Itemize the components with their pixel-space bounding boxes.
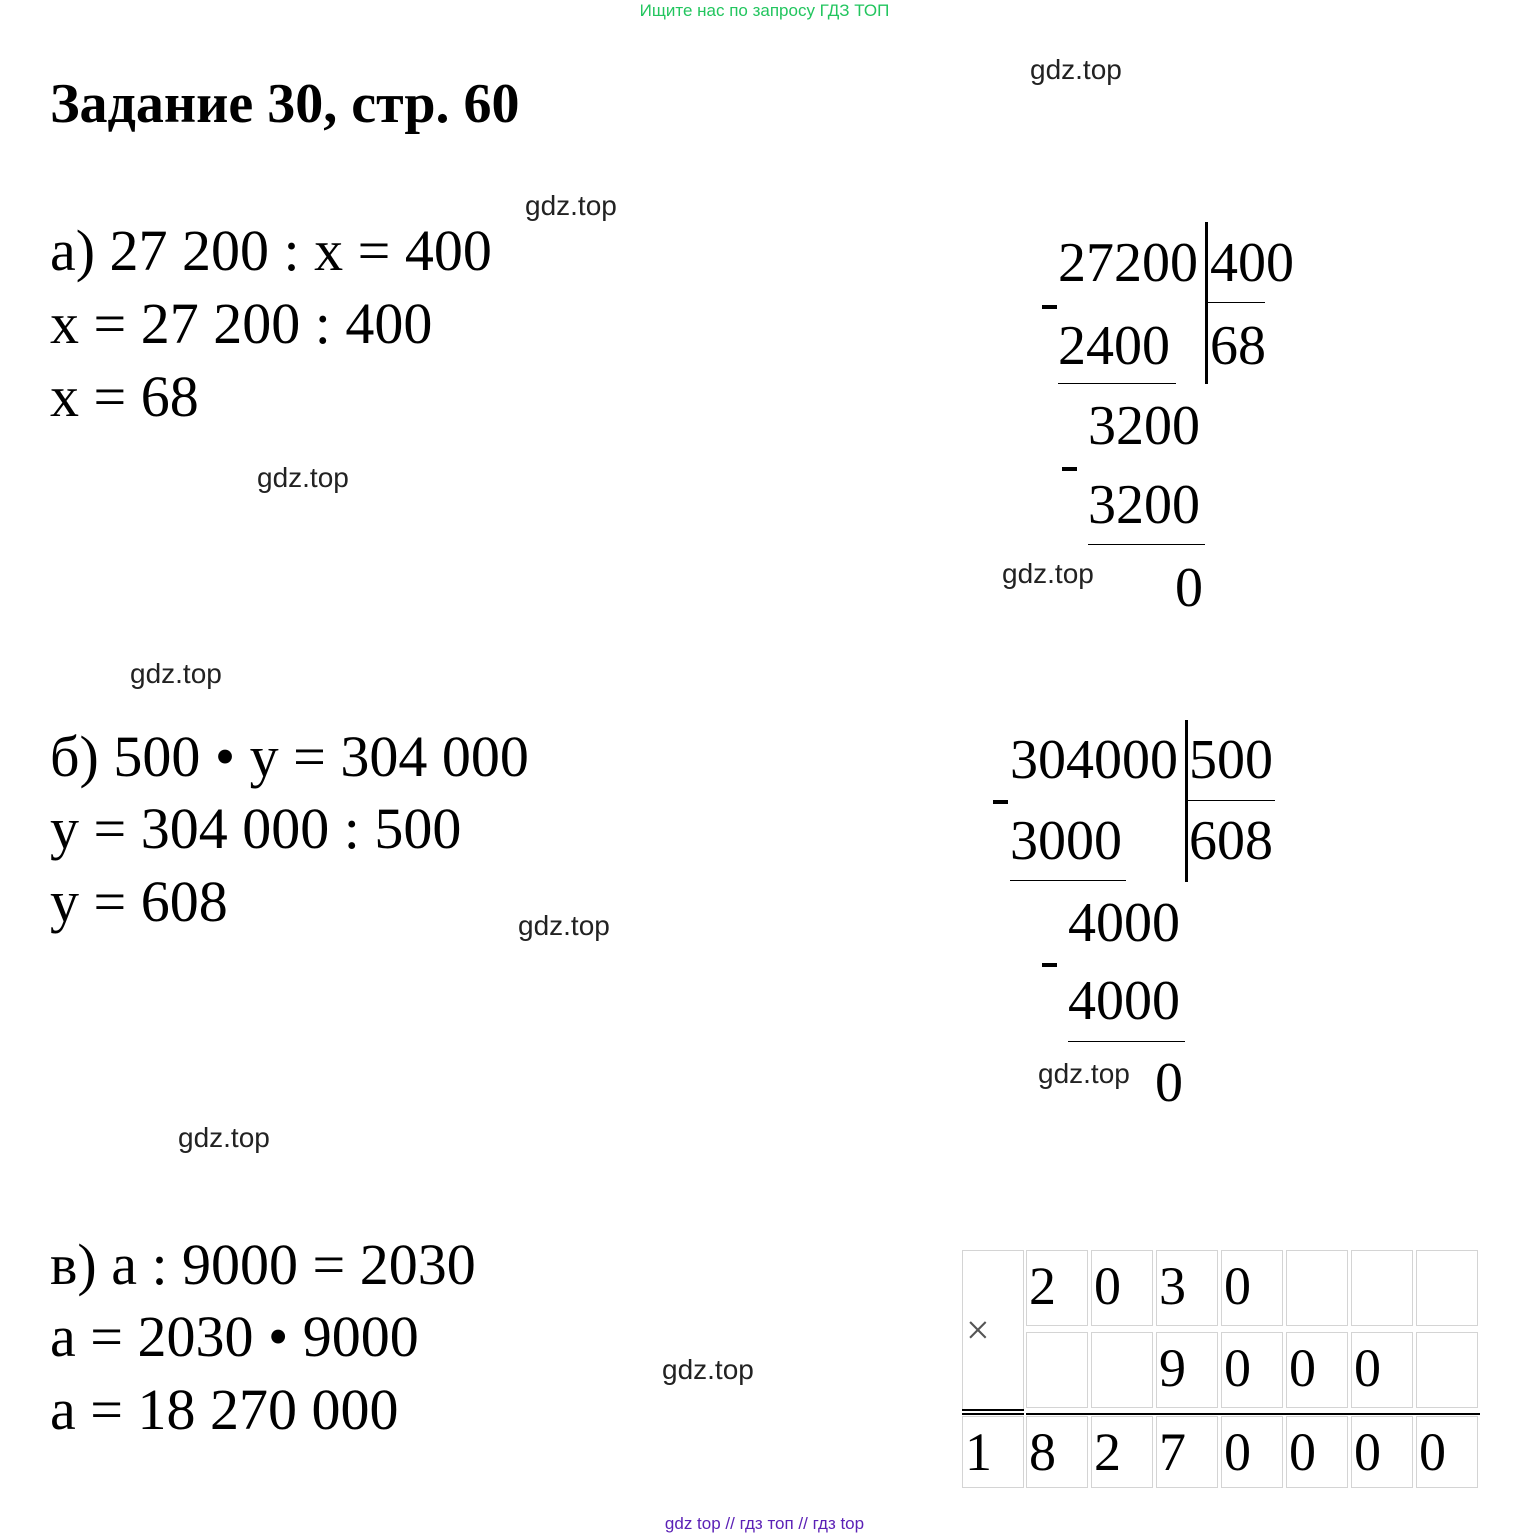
minus-sign	[1042, 963, 1057, 967]
watermark: gdz.top	[257, 462, 349, 493]
dividend: 304000	[1010, 729, 1178, 791]
result-line	[962, 1409, 1024, 1411]
watermark: gdz.top	[130, 658, 222, 689]
divisor: 500	[1189, 729, 1273, 791]
division-bar	[1185, 720, 1188, 882]
grid-cell: 1	[962, 1416, 1024, 1488]
minus-sign	[993, 800, 1008, 804]
grid-cell: 7	[1156, 1416, 1218, 1488]
watermark: gdz.top	[178, 1122, 270, 1153]
grid-cell: 0	[1221, 1250, 1283, 1326]
page-title: Задание 30, стр. 60	[50, 73, 520, 135]
minus-sign	[1062, 467, 1077, 471]
minus-sign	[1042, 305, 1057, 309]
quotient: 68	[1210, 315, 1266, 377]
grid-cell	[1026, 1332, 1088, 1408]
subtrahend-1: 2400	[1058, 315, 1170, 377]
underline	[1010, 880, 1126, 881]
underline	[1088, 544, 1205, 545]
multiply-sign: ×	[966, 1308, 990, 1354]
equation-c-line-2: a = 2030 • 9000	[50, 1304, 419, 1369]
grid-cell	[1286, 1250, 1348, 1326]
grid-cell: 0	[1286, 1416, 1348, 1488]
footer-links[interactable]: gdz top // гдз топ // гдз top	[664, 1514, 865, 1533]
result-line	[1026, 1413, 1480, 1415]
grid-cell	[1091, 1332, 1153, 1408]
watermark: gdz.top	[1030, 54, 1122, 85]
watermark: gdz.top	[662, 1354, 754, 1385]
underline	[1068, 1041, 1185, 1042]
equation-b-line-1: б) 500 • y = 304 000	[50, 724, 529, 789]
divisor-underline	[1207, 302, 1265, 303]
grid-cell: 9	[1156, 1332, 1218, 1408]
equation-a-line-1: а) 27 200 : x = 400	[50, 218, 492, 283]
watermark: gdz.top	[1002, 558, 1094, 589]
grid-cell: 0	[1091, 1250, 1153, 1326]
equation-c-line-3: a = 18 270 000	[50, 1377, 399, 1442]
final-remainder: 0	[1175, 557, 1203, 619]
equation-c-line-1: в) a : 9000 = 2030	[50, 1232, 476, 1297]
watermark: gdz.top	[1038, 1058, 1130, 1089]
grid-cell: 2	[1026, 1250, 1088, 1326]
grid-cell: 3	[1156, 1250, 1218, 1326]
grid-cell: 0	[1286, 1332, 1348, 1408]
equation-a-line-2: x = 27 200 : 400	[50, 291, 433, 356]
equation-b-line-2: y = 304 000 : 500	[50, 796, 462, 861]
subtrahend-2: 4000	[1068, 970, 1180, 1032]
remainder-1: 4000	[1068, 892, 1180, 954]
equation-a-line-3: x = 68	[50, 364, 199, 429]
grid-cell	[1351, 1250, 1413, 1326]
watermark: gdz.top	[525, 190, 617, 221]
division-bar	[1205, 222, 1208, 384]
remainder-1: 3200	[1088, 395, 1200, 457]
watermark: gdz.top	[518, 910, 610, 941]
grid-cell: 0	[1351, 1332, 1413, 1408]
grid-cell: 8	[1026, 1416, 1088, 1488]
grid-cell: 0	[1221, 1416, 1283, 1488]
underline	[1058, 383, 1176, 384]
grid-cell: 0	[1416, 1416, 1478, 1488]
quotient: 608	[1189, 810, 1273, 872]
grid-cell	[1416, 1250, 1478, 1326]
grid-cell	[1416, 1332, 1478, 1408]
grid-cell: 0	[1221, 1332, 1283, 1408]
subtrahend-1: 3000	[1010, 810, 1122, 872]
divisor-underline	[1187, 800, 1275, 801]
grid-cell: 2	[1091, 1416, 1153, 1488]
result-line	[962, 1413, 1024, 1415]
final-remainder: 0	[1155, 1052, 1183, 1114]
equation-b-line-3: y = 608	[50, 869, 228, 934]
dividend: 27200	[1058, 232, 1198, 294]
top-banner[interactable]: Ищите нас по запросу ГДЗ ТОП	[639, 1, 890, 20]
subtrahend-2: 3200	[1088, 474, 1200, 536]
divisor: 400	[1210, 232, 1294, 294]
grid-cell: 0	[1351, 1416, 1413, 1488]
